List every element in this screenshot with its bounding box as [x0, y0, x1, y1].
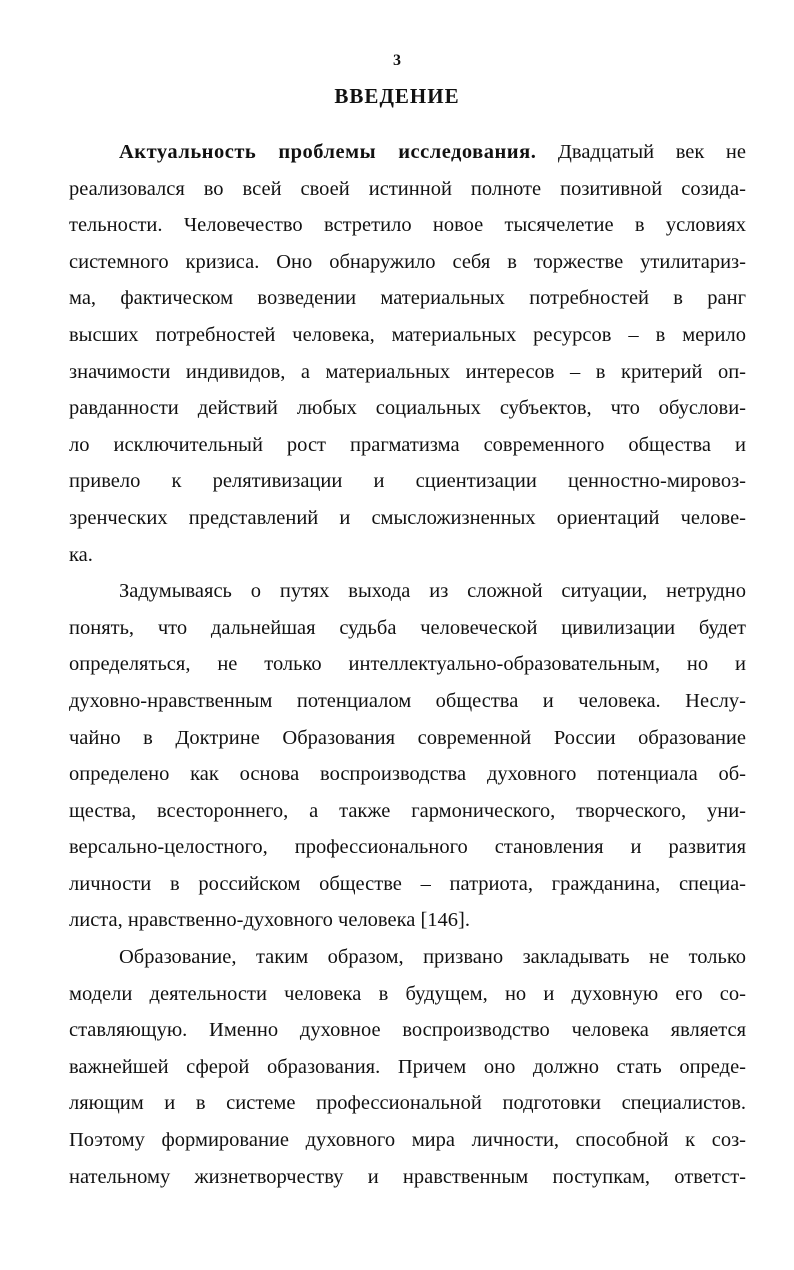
text-line: личности в российском обществе – патриота, гражданина, специа-: [69, 872, 746, 895]
page-title: ВВЕДЕНИЕ: [334, 84, 460, 108]
text-line: тельности. Человечество встретило новое тысячелетие в условиях: [69, 214, 746, 237]
text-line: ма, фактическом возведении материальных потребностей в ранг: [69, 287, 746, 310]
text-line: важнейшей сферой образования. Причем оно должно стать опреде-: [69, 1055, 746, 1078]
text-line: ло исключительный рост прагматизма современного общества и: [69, 433, 746, 456]
text-line: равданности действий любых социальных субъектов, что обуслови-: [69, 397, 746, 420]
text-line: модели деятельности человека в будущем, но и духовную его со-: [69, 982, 746, 1005]
text-line: высших потребностей человека, материальных ресурсов – в мерило: [69, 323, 746, 346]
document-body: [69, 134, 746, 1195]
paragraph-lead: Актуальность проблемы исследования.: [119, 141, 537, 163]
text-line: зренческих представлений и смысложизненных ориентаций челове-: [69, 506, 746, 529]
text-line: [69, 134, 746, 171]
text-line: Образование, таким образом, призвано закладывать не только: [119, 946, 746, 969]
page-number: 3: [393, 52, 401, 69]
text-line: системного кризиса. Оно обнаружило себя в торжестве утилитариз-: [69, 250, 746, 273]
text-line: нательному жизнетворчеству и нравственным поступкам, ответст-: [69, 1165, 746, 1188]
text-span: Двадцатый век не: [536, 141, 746, 163]
text-line: значимости индивидов, а материальных интересов – в критерий оп-: [69, 360, 746, 383]
text-line: реализовался во всей своей истинной полноте позитивной созида-: [69, 177, 746, 200]
text-line: версально-целостного, профессионального становления и развития: [69, 836, 746, 859]
text-line: определено как основа воспроизводства духовного потенциала об-: [69, 763, 746, 786]
text-line: щества, всестороннего, а также гармонического, творческого, уни-: [69, 799, 746, 822]
text-line: привело к релятивизации и сциентизации ценностно-мировоз-: [69, 470, 746, 493]
text-line: листа, нравственно-духовного человека [146].: [69, 909, 470, 932]
text-line: Задумываясь о путях выхода из сложной ситуации, нетрудно: [119, 580, 746, 603]
text-line: понять, что дальнейшая судьба человеческой цивилизации будет: [69, 616, 746, 639]
text-line: Поэтому формирование духовного мира личности, способной к соз-: [69, 1129, 746, 1152]
text-line: чайно в Доктрине Образования современной России образование: [69, 726, 746, 749]
text-line: ка.: [69, 543, 93, 566]
text-line: ляющим и в системе профессиональной подготовки специалистов.: [69, 1092, 746, 1115]
text-line: духовно-нравственным потенциалом общества и человека. Неслу-: [69, 689, 746, 712]
text-line: ставляющую. Именно духовное воспроизводство человека является: [69, 1019, 746, 1042]
text-line: определяться, не только интеллектуально-образовательным, но и: [69, 653, 746, 676]
